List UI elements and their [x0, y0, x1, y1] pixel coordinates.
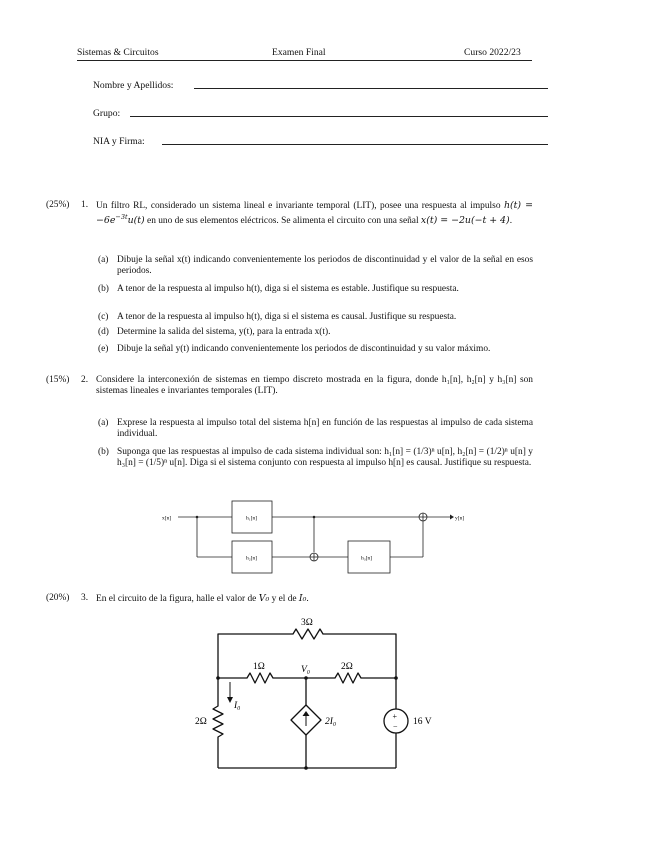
q1e-text: Dibuje la señal y(t) indicando convenientemente los periodos de discontinuidad y su valor máximo.: [117, 344, 491, 354]
q3-number: 3.: [81, 593, 89, 603]
q1b-label: (b): [98, 284, 109, 294]
q1d-label: (d): [98, 327, 109, 337]
group-field-line[interactable]: [130, 116, 548, 117]
q2b-text: Suponga que las respuestas al impulso de cada sistema individual son: h₁[n] = (1/3)ⁿ u[n], h₂[n] = (1/2)ⁿ u[n] y h₃[n] = (1/5)ⁿ u[n]. Diga si el sistema conjunto con respuesta al impulso h[n] es causal. Justifique su respuesta.: [117, 447, 533, 469]
plus-sign: +: [392, 712, 398, 721]
q2a-label: (a): [98, 418, 109, 428]
h3-label: h₃[n]: [361, 555, 373, 562]
r-right-mid-label: 2Ω: [341, 662, 353, 672]
q2b-label: (b): [98, 447, 109, 457]
q3-statement: En el circuito de la figura, halle el valor de V₀ y el de I₀.: [96, 593, 309, 604]
r-left-mid-label: 1Ω: [253, 662, 265, 672]
q1c-text: A tenor de la respuesta al impulso h(t), diga si el sistema es causal. Justifique su respuesta.: [117, 312, 457, 322]
nia-field-label: NIA y Firma:: [93, 136, 145, 147]
q2a-text: Exprese la respuesta al impulso total del sistema h[n] en función de las respuestas al impulso de cada sistema individual.: [117, 418, 533, 440]
i0-label: I₀: [234, 701, 241, 711]
block-diagram: [150, 495, 480, 580]
q1b-text: A tenor de la respuesta al impulso h(t), diga si el sistema es estable. Justifique su respuesta.: [117, 284, 459, 294]
v0-node-label: V₀: [301, 665, 311, 675]
q2-number: 2.: [81, 375, 89, 385]
r-left-label: 2Ω: [195, 717, 207, 727]
q1e-label: (e): [98, 344, 109, 354]
header-exam-title: Examen Final: [272, 47, 326, 58]
r-top-label: 3Ω: [301, 618, 313, 628]
header-year: Curso 2022/23: [464, 47, 521, 58]
q1-statement: Un filtro RL, considerado un sistema lineal e invariante temporal (LIT), posee una respuesta al impulso $h(t) = -6e^{-3t}u(t)$ en uno de sus elementos eléctricos. Se alimenta el circuito con una señal x(t) = −2u(−t + 4).: [96, 200, 533, 227]
group-field-label: Grupo:: [93, 108, 121, 119]
output-label: y[n]: [455, 515, 465, 522]
voltage-source-label: 16 V: [413, 717, 432, 727]
q1-number: 1.: [81, 200, 89, 210]
q2-statement: Considere la interconexión de sistemas en tiempo discreto mostrada en la figura, donde h₁[n], h₂[n] y h₃[n] son sistemas lineales e invariantes temporales (LIT).: [96, 375, 533, 397]
input-label: x[n]: [162, 515, 172, 522]
dep-source-label: 2I₀: [325, 717, 337, 727]
q2-weight: (15%): [46, 375, 70, 385]
q1c-label: (c): [98, 312, 109, 322]
nia-field-line[interactable]: [162, 144, 548, 145]
q1a-label: (a): [98, 255, 109, 265]
minus-sign: −: [393, 722, 398, 731]
h1-label: h₁[n]: [246, 515, 258, 522]
q1d-text: Determine la salida del sistema, y(t), para la entrada x(t).: [117, 327, 331, 337]
q1a-text: Dibuje la señal x(t) indicando convenientemente los periodos de discontinuidad y el valor de la señal en esos periodos.: [117, 255, 533, 277]
header-rule: [77, 60, 532, 61]
q1-weight: (25%): [46, 200, 70, 210]
q3-weight: (20%): [46, 593, 70, 603]
circuit-diagram: [185, 610, 445, 775]
name-field-line[interactable]: [194, 88, 548, 89]
name-field-label: Nombre y Apellidos:: [93, 80, 174, 91]
header-course: Sistemas & Circuitos: [77, 47, 159, 58]
h2-label: h₂[n]: [246, 555, 258, 562]
